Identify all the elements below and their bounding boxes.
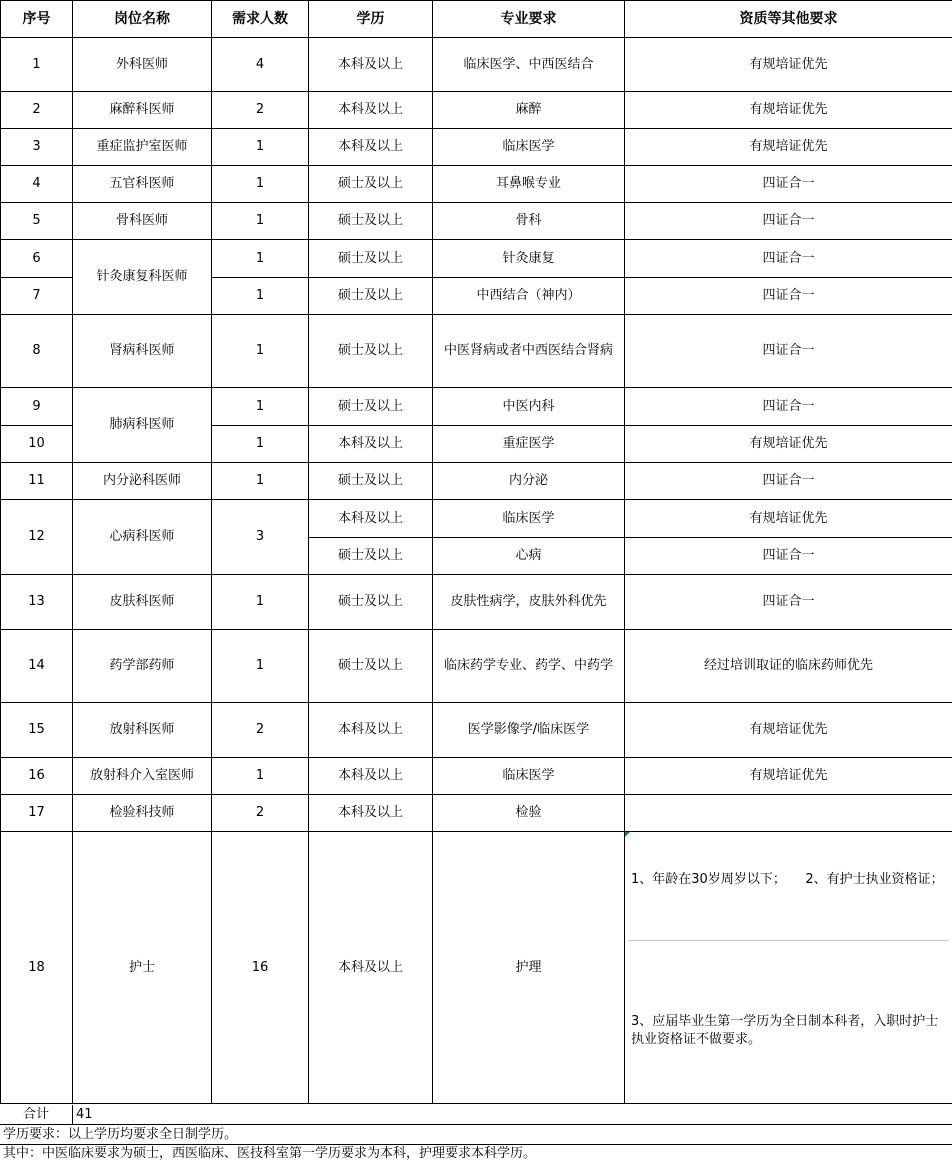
cell-education: 硕士及以上 [309,315,433,388]
cell-major: 耳鼻喉专业 [433,166,625,203]
cell-count: 1 [212,203,309,240]
cell-seq: 17 [1,795,73,832]
table-row [1,703,952,758]
cell-seq: 5 [1,203,73,240]
cell-major: 中医内科 [433,388,625,426]
cell-education: 硕士及以上 [309,630,433,703]
cell-qualification: 四证合一 [625,203,952,240]
cell-qualification: 四证合一 [625,575,952,630]
cell-education: 本科及以上 [309,129,433,166]
cell-position: 肾病科医师 [73,315,212,388]
cell-major: 检验 [433,795,625,832]
cell-major: 内分泌 [433,463,625,500]
table-row [1,166,952,203]
cell-count: 2 [212,92,309,129]
cell-count: 1 [212,426,309,463]
table-row [1,240,952,278]
cell-count: 1 [212,129,309,166]
cell-seq: 16 [1,758,73,795]
cell-qualification: 有规培证优先 [625,426,952,463]
cell-qualification: 有规培证优先 [625,129,952,166]
cell-education: 硕士及以上 [309,278,433,315]
cell-qualification: 经过培训取证的临床药师优先 [625,630,952,703]
cell-seq: 13 [1,575,73,630]
cell-count: 1 [212,315,309,388]
cell-major: 麻醉 [433,92,625,129]
cell-education: 硕士及以上 [309,575,433,630]
note-education: 学历要求：以上学历均要求全日制学历。 [0,1126,952,1145]
cell-position: 护士 [73,832,212,1104]
table-row [1,388,952,426]
cell-seq: 15 [1,703,73,758]
cell-qualification: 有规培证优先 [625,758,952,795]
table-row [1,758,952,795]
cell-major: 重症医学 [433,426,625,463]
cell-major: 中西结合（神内） [433,278,625,315]
cell-count: 2 [212,703,309,758]
cell-count: 16 [212,832,309,1104]
cell-qualification: 有规培证优先 [625,500,952,538]
cell-position: 麻醉科医师 [73,92,212,129]
cell-major: 临床药学专业、药学、中药学 [433,630,625,703]
table-row [1,129,952,166]
cell-count: 1 [212,278,309,315]
cell-seq: 11 [1,463,73,500]
cell-major: 护理 [433,832,625,1104]
cell-qualification: 四证合一 [625,240,952,278]
cell-count: 1 [212,575,309,630]
header-seq: 序号 [1,1,73,38]
cell-qualification: 有规培证优先 [625,703,952,758]
cell-position: 骨科医师 [73,203,212,240]
cell-comment-marker [625,832,630,837]
table-row [1,38,952,92]
cell-education: 本科及以上 [309,758,433,795]
cell-position: 放射科医师 [73,703,212,758]
cell-education: 硕士及以上 [309,240,433,278]
cell-seq: 18 [1,832,73,1104]
cell-count: 1 [212,758,309,795]
qualification-line-1: 1、年龄在30岁周岁以下； 2、有护士执业资格证； [628,833,949,941]
header-position: 岗位名称 [73,1,212,38]
total-label: 合计 [0,1105,73,1124]
cell-position: 外科医师 [73,38,212,92]
cell-major: 临床医学、中西医结合 [433,38,625,92]
table-row [1,630,952,703]
cell-qualification: 四证合一 [625,388,952,426]
cell-count: 1 [212,166,309,203]
cell-education: 本科及以上 [309,426,433,463]
table-row [1,795,952,832]
cell-major: 临床医学 [433,500,625,538]
total-value: 41 [76,1107,93,1122]
header-major: 专业要求 [433,1,625,38]
cell-seq: 7 [1,278,73,315]
header-count: 需求人数 [212,1,309,38]
cell-education: 本科及以上 [309,795,433,832]
cell-seq: 4 [1,166,73,203]
table-row [1,203,952,240]
cell-position: 重症监护室医师 [73,129,212,166]
cell-seq: 1 [1,38,73,92]
cell-qualification: 四证合一 [625,463,952,500]
cell-position: 针灸康复科医师 [73,240,212,315]
header-qualification: 资质等其他要求 [625,1,952,38]
cell-count: 1 [212,388,309,426]
cell-education: 本科及以上 [309,832,433,1104]
note-detail: 其中：中医临床要求为硕士，西医临床、医技科室第一学历要求为本科，护理要求本科学历。 [3,1146,537,1161]
total-row [0,1105,952,1125]
cell-education: 本科及以上 [309,500,433,538]
cell-major: 中医肾病或者中西医结合肾病 [433,315,625,388]
cell-major: 心病 [433,538,625,575]
cell-qualification: 四证合一 [625,166,952,203]
cell-education: 本科及以上 [309,92,433,129]
cell-count: 1 [212,630,309,703]
table-row [1,500,952,538]
cell-count: 2 [212,795,309,832]
table-row [1,463,952,500]
cell-position: 内分泌科医师 [73,463,212,500]
cell-major: 针灸康复 [433,240,625,278]
cell-position: 检验科技师 [73,795,212,832]
cell-seq: 2 [1,92,73,129]
cell-education: 硕士及以上 [309,203,433,240]
cell-major: 皮肤性病学，皮肤外科优先 [433,575,625,630]
cell-qualification: 四证合一 [625,278,952,315]
cell-qualification: 有规培证优先 [625,92,952,129]
cell-major: 医学影像学/临床医学 [433,703,625,758]
header-education: 学历 [309,1,433,38]
table-row [1,575,952,630]
cell-education: 硕士及以上 [309,388,433,426]
table-row [1,315,952,388]
table-row [1,92,952,129]
cell-count: 4 [212,38,309,92]
cell-qualification [625,832,952,1104]
cell-education: 硕士及以上 [309,538,433,575]
cell-seq: 12 [1,500,73,575]
table-row [1,832,952,1104]
cell-count: 3 [212,500,309,575]
cell-position: 心病科医师 [73,500,212,575]
cell-count: 1 [212,240,309,278]
cell-education: 硕士及以上 [309,463,433,500]
table-header-row [1,1,952,38]
cell-position: 皮肤科医师 [73,575,212,630]
cell-position: 五官科医师 [73,166,212,203]
cell-count: 1 [212,463,309,500]
cell-seq: 3 [1,129,73,166]
cell-seq: 14 [1,630,73,703]
cell-qualification: 四证合一 [625,315,952,388]
cell-education: 本科及以上 [309,703,433,758]
cell-major: 骨科 [433,203,625,240]
cell-qualification: 四证合一 [625,538,952,575]
cell-position: 放射科介入室医师 [73,758,212,795]
cell-qualification [625,795,952,832]
cell-seq: 6 [1,240,73,278]
cell-major: 临床医学 [433,129,625,166]
qualification-line-2: 3、应届毕业生第一学历为全日制本科者，入职时护士执业资格证不做要求。 [631,1013,939,1047]
cell-seq: 9 [1,388,73,426]
cell-education: 硕士及以上 [309,166,433,203]
cell-education: 本科及以上 [309,38,433,92]
cell-seq: 10 [1,426,73,463]
cell-qualification: 有规培证优先 [625,38,952,92]
cell-seq: 8 [1,315,73,388]
cell-position: 肺病科医师 [73,388,212,463]
cell-position: 药学部药师 [73,630,212,703]
cell-major: 临床医学 [433,758,625,795]
